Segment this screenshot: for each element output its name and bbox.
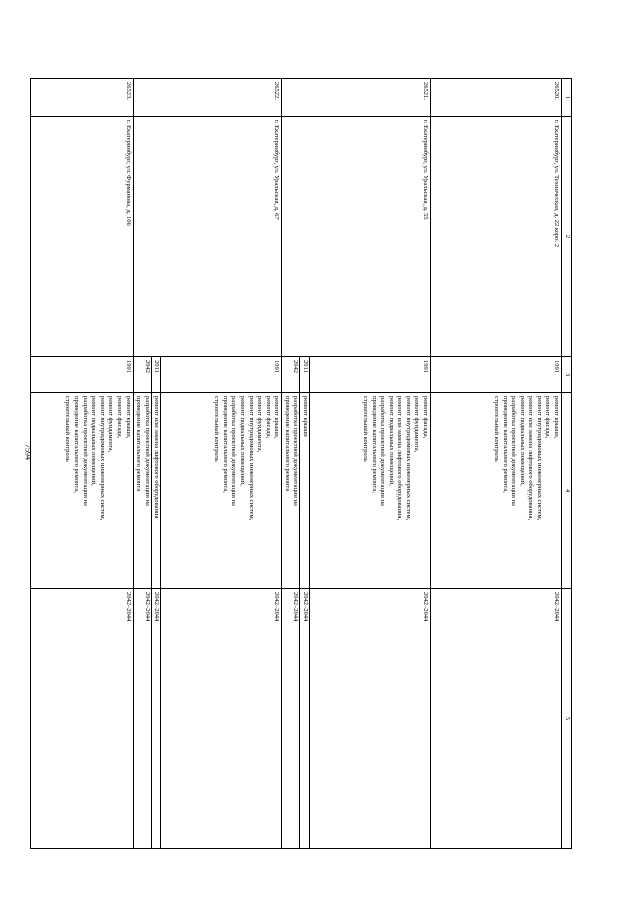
works-cell (151, 393, 161, 589)
work-item: ремонт подвальных помещений, (238, 396, 246, 486)
work-item: ремонт крыши, (273, 396, 281, 439)
work-item: проведение капитального ремонта, (221, 396, 229, 493)
rotated-table-wrapper (64, 78, 572, 848)
year-cell: 1991 (30, 357, 133, 393)
period-cell: 2042–2044 (133, 589, 151, 849)
works-cell (161, 393, 282, 589)
column-header: 4 (562, 393, 572, 589)
works-cell (30, 393, 133, 589)
work-item: разработка проектной документации на (292, 396, 300, 506)
work-item: строительный контроль (492, 396, 500, 462)
works-cell (310, 393, 431, 589)
work-item: ремонт фундамента, (413, 396, 421, 453)
period-cell: 2042–2044 (151, 589, 161, 849)
period-cell: 2042–2044 (300, 589, 310, 849)
work-item: проведение капитального ремонта, (73, 396, 81, 493)
work-item: ремонт фасада, (422, 396, 429, 439)
repair-schedule-table (30, 78, 572, 849)
table-row (431, 79, 562, 849)
work-item: строительный контроль (64, 396, 72, 462)
address-cell: г. Екатеринбург, ул. Уральская, д. 55 (282, 117, 431, 357)
works-cell (133, 393, 151, 589)
year-cell: 1991 (161, 357, 282, 393)
table-row (161, 79, 282, 849)
year-cell: 2011 (300, 357, 310, 393)
work-item: разработка проектной документации на (510, 396, 518, 506)
work-item: ремонт фасада, (264, 396, 272, 439)
work-item: ремонт или замена лифтового оборудования, (396, 396, 404, 521)
work-item: ремонт внутридомовых инженерных систем, (98, 396, 106, 521)
work-item: ремонт подвальных помещений, (518, 396, 526, 486)
row-number: 26521. (282, 79, 431, 117)
row-number: 26520. (431, 79, 562, 117)
work-item: ремонт крыши, (124, 396, 132, 439)
address-cell: г. Екатеринбург, ул. Фурманова, д. 106 (30, 117, 133, 357)
work-item: ремонт или замена лифтового оборудования (153, 396, 161, 519)
work-item: проведение капитального ремонта (283, 396, 291, 492)
work-item: ремонт внутридомовых инженерных систем, (404, 396, 412, 521)
column-header: 3 (562, 357, 572, 393)
period-cell: 2042–2044 (282, 589, 300, 849)
work-item: ремонт фасада, (115, 396, 123, 439)
work-item: ремонт фундамента, (107, 396, 115, 453)
work-item: ремонт подвальных помещений, (387, 396, 395, 486)
table-row (30, 79, 133, 849)
year-cell: 1991 (310, 357, 431, 393)
year-cell: 2011 (151, 357, 161, 393)
works-cell (431, 393, 562, 589)
period-cell: 2042–2044 (30, 589, 133, 849)
year-cell: 2042 (133, 357, 151, 393)
year-cell: 2042 (282, 357, 300, 393)
work-item: строительный контроль (361, 396, 369, 462)
work-item: проведение капитального ремонта (135, 396, 143, 492)
header-row (562, 79, 572, 849)
work-item: разработка проектной документации на (379, 396, 387, 506)
works-cell (282, 393, 300, 589)
period-cell: 2042–2044 (431, 589, 562, 849)
column-header: 5 (562, 589, 572, 849)
table-row (310, 79, 431, 849)
period-cell: 2042–2044 (310, 589, 431, 849)
work-item: ремонт внутридомовых инженерных систем, (535, 396, 543, 521)
work-item: проведение капитального ремонта, (501, 396, 509, 493)
work-item: разработка проектной документации на (230, 396, 238, 506)
work-item: строительный контроль (213, 396, 221, 462)
address-cell: г. Екатеринбург, ул. Техническая, д. 22 корп. 2 (431, 117, 562, 357)
column-header: 1 (562, 79, 572, 117)
period-cell: 2042–2044 (161, 589, 282, 849)
column-header: 2 (562, 117, 572, 357)
address-cell: г. Екатеринбург, ул. Уральская, д. 67 (133, 117, 282, 357)
work-item: ремонт фундамента, (256, 396, 264, 453)
work-item: ремонт или замена лифтового оборудования, (527, 396, 535, 521)
row-number: 26523. (30, 79, 133, 117)
row-number: 26522. (133, 79, 282, 117)
work-item: ремонт внутридомовых инженерных систем, (247, 396, 255, 521)
work-item: разработка проектной документации на (81, 396, 89, 506)
work-item: разработка проектной документации на (143, 396, 151, 506)
work-item: ремонт подвальных помещений, (90, 396, 98, 486)
work-item: ремонт крыши, (553, 396, 560, 439)
work-item: ремонт крыши (302, 396, 309, 437)
work-item: проведение капитального ремонта, (370, 396, 378, 493)
work-item: ремонт фасада, (544, 396, 552, 439)
year-cell: 1991 (431, 357, 562, 393)
page-number: 7594 (23, 444, 33, 460)
works-cell (300, 393, 310, 589)
